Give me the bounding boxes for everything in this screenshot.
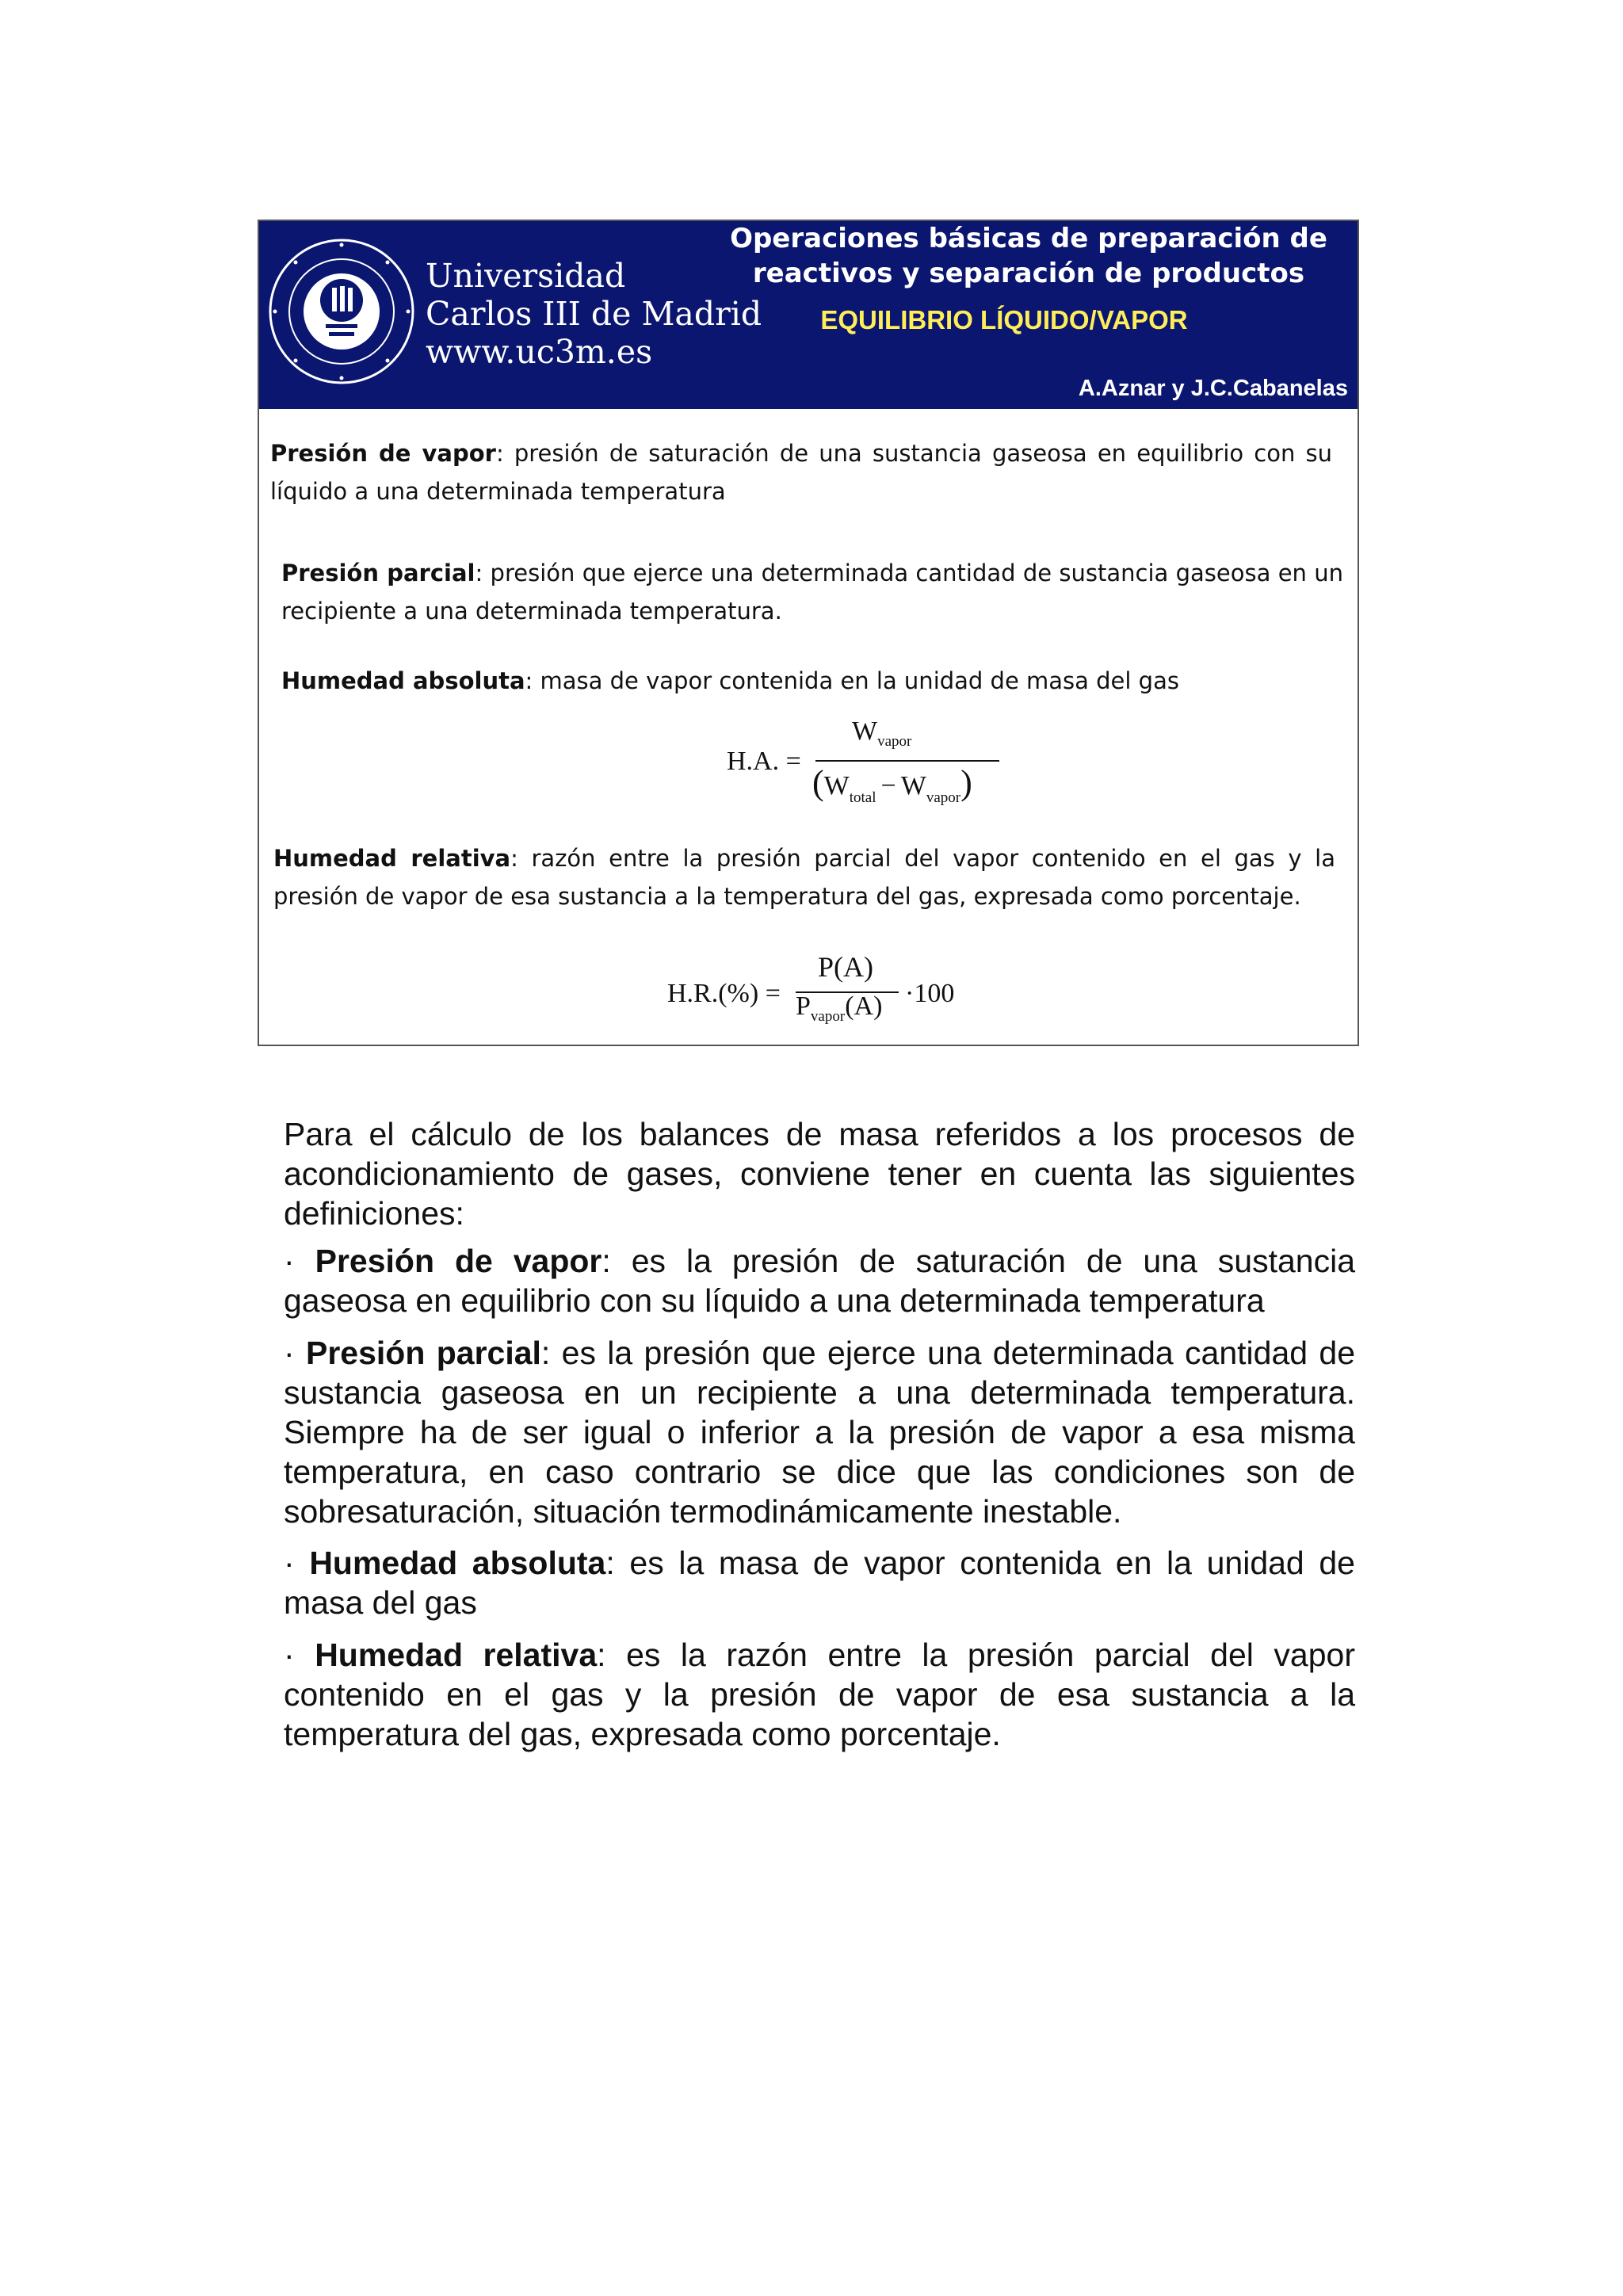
- term: Humedad relativa: [315, 1637, 598, 1673]
- term: Humedad absoluta: [309, 1545, 606, 1581]
- fraction-bar: [815, 760, 999, 762]
- slide-def-presion-parcial: [281, 554, 1343, 630]
- definition: : razón entre la presión parcial del vapor contenido en el gas y la presión de vapor de esa sustancia a la temperatura del gas, expresada como porcentaje.: [273, 845, 1335, 910]
- term: Presión parcial: [281, 560, 475, 586]
- university-name: [426, 257, 762, 371]
- definition: : es la presión que ejerce una determinada cantidad de sustancia gaseosa en un recipiente a una determinada temperatura. Siempre ha de ser igual o inferior a la presión de vapor a esa misma temperatura, en caso contrario se dice que las condiciones son de sobresaturación, situación termodinámicamente inestable.: [284, 1335, 1356, 1530]
- definition: : es la presión de saturación de una sustancia gaseosa en equilibrio con su líquido a una determinada temperatura: [284, 1243, 1355, 1319]
- topic-title: EQUILIBRIO LÍQUIDO/VAPOR: [820, 305, 1188, 334]
- intro-paragraph: Para el cálculo de los balances de masa referidos a los procesos de acondicionamiento de gases, conviene tener en cuenta las siguientes definiciones:: [284, 1116, 1355, 1232]
- bullet: ·: [284, 1335, 295, 1371]
- definition-presion-parcial: [284, 1333, 1355, 1531]
- definition: : presión que ejerce una determinada cantidad de sustancia gaseosa en un recipiente a una determinada temperatura.: [281, 560, 1343, 625]
- course-title: [716, 221, 1342, 291]
- term: Humedad absoluta: [281, 667, 525, 694]
- formula-hr-lhs: H.R.(%) =: [667, 979, 781, 1008]
- formula-ha-denominator: $(W_{total} - W_{vapor})$: [812, 763, 972, 806]
- slide-def-presion-vapor: [270, 434, 1332, 510]
- bullet: ·: [284, 1637, 295, 1673]
- bullet: ·: [284, 1243, 295, 1279]
- formula-hr-denominator: $P_{vapor}(A)$: [796, 991, 883, 1025]
- slide-frame: [258, 220, 1359, 1046]
- slide-def-humedad-relativa: [273, 839, 1335, 915]
- formula-humedad-absoluta: [727, 716, 1060, 812]
- term: Humedad relativa: [273, 845, 511, 872]
- definition-humedad-absoluta: [284, 1543, 1355, 1622]
- definition-presion-vapor: [284, 1241, 1355, 1320]
- university-line2: Carlos III de Madrid: [426, 295, 762, 333]
- university-seal-logo: [269, 239, 415, 385]
- university-line1: Universidad: [426, 257, 626, 295]
- term: Presión parcial: [306, 1335, 541, 1371]
- formula-ha-lhs: H.A. =: [727, 747, 801, 776]
- header-banner: [259, 221, 1358, 409]
- definition: : es la masa de vapor contenida en la unidad de masa del gas: [284, 1545, 1355, 1621]
- course-line2: reactivos y separación de productos: [752, 258, 1305, 289]
- authors: A.Aznar y J.C.Cabanelas: [1078, 376, 1348, 401]
- definition: : masa de vapor contenida en la unidad de masa del gas: [525, 667, 1179, 694]
- bullet: ·: [284, 1545, 295, 1581]
- definition-humedad-relativa: [284, 1635, 1355, 1754]
- definition: : es la razón entre la presión parcial del vapor contenido en el gas y la presión de vapor de esa sustancia a la temperatura del gas, expresada como porcentaje.: [284, 1637, 1355, 1752]
- formula-hr-multiplier: ·100: [905, 979, 955, 1008]
- slide-def-humedad-absoluta: [281, 662, 1343, 700]
- formula-humedad-relativa: [667, 950, 1000, 1045]
- university-web: www.uc3m.es: [426, 333, 653, 371]
- formula-ha-numerator: $W_{vapor}$: [852, 716, 912, 750]
- term: Presión de vapor: [270, 440, 496, 467]
- formula-hr-numerator: P(A): [818, 951, 873, 983]
- term: Presión de vapor: [315, 1243, 602, 1279]
- course-line1: Operaciones básicas de preparación de: [730, 223, 1327, 254]
- definition: : presión de saturación de una sustancia gaseosa en equilibrio con su líquido a una determinada temperatura: [270, 440, 1332, 505]
